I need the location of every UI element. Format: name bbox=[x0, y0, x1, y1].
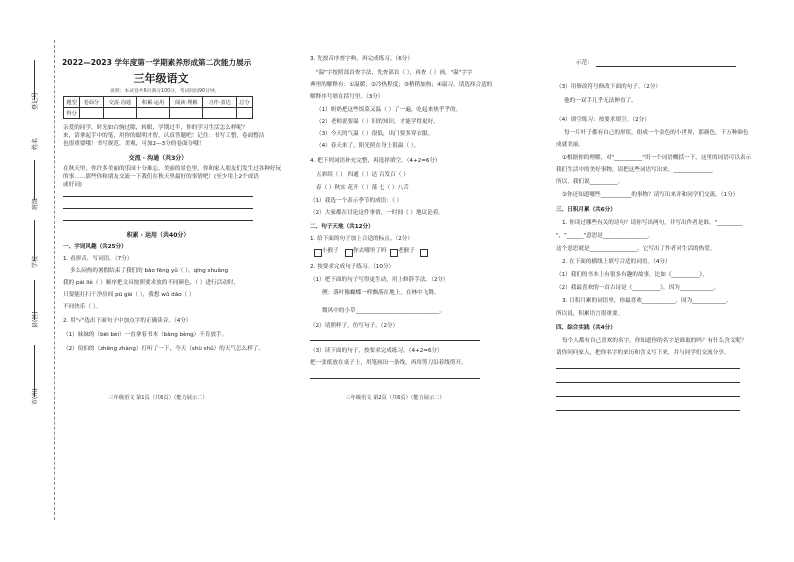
binding-line bbox=[54, 40, 55, 520]
question-text: （1）把下面的句子写得更生动，用上修辞手法。（2分） bbox=[310, 277, 449, 283]
question-text: ②你还知道哪些___________的事物？请写出来并和同学们交流。（1分） bbox=[562, 192, 739, 198]
label-name: 姓名 bbox=[32, 137, 39, 150]
score-row-label: 得分 bbox=[64, 108, 80, 119]
question-text: （4）春天来了，阳光照在身上很温（ ）。 bbox=[316, 143, 420, 149]
question-heading: 三、日积月累（共6分） bbox=[556, 207, 616, 213]
intro-text: 也很重要哦！书写规范，美观，可加2—3分的卷面分哦！ bbox=[63, 141, 205, 147]
answer-line[interactable] bbox=[556, 382, 740, 383]
question-text: 2. 在下面的横线上填写合适的词语。（4分） bbox=[562, 259, 671, 265]
question-text: 我们生活中的美好事物，请把这些词语写出来。______________ bbox=[556, 167, 713, 173]
question-text: 不同快乐（ ）。 bbox=[63, 304, 102, 310]
question-text: 我的 pái liè（ ）顺序把文具按照要求放的不同颜色，（ ）进行活动时， bbox=[63, 280, 240, 286]
score-header: 习作·表达 bbox=[203, 97, 236, 108]
punctuation-box[interactable] bbox=[390, 249, 398, 257]
question-heading: 一、字词风趣（共25分） bbox=[63, 244, 127, 250]
question-text: 3. 日积月累的词语里，你最喜欢____________，因为____________。 bbox=[562, 298, 732, 304]
question-text: 所以，我们说__________。 bbox=[556, 179, 624, 185]
question-text: （2）请照样子，仿写句子。（2分） bbox=[310, 323, 399, 329]
question-text: 解释序号填在括号里。（3分） bbox=[310, 94, 384, 100]
exam-title: 2022—2023 学年度第一学期素养形成第二次能力展示 bbox=[62, 58, 252, 67]
question-text: 每一片叶子都有自己的形状，组成一个金色的小世界，那颜色，千万种颜色 bbox=[564, 130, 749, 136]
page-footer: 三年级语文 第1页（共6页）（能力展示二） bbox=[108, 395, 208, 401]
question-text: "温"字按照部首查字法，先查部首（ ），再查（ ）画，"温"字字 bbox=[316, 70, 473, 76]
intro-text: 亲爱的同学，时光如白驹过隙，转眼，学期过半，你的学习生活怎么样呢？ bbox=[63, 125, 248, 131]
question-text: "，"______"意思是________________。 bbox=[556, 233, 654, 239]
question-text: （3）读下面的句子，按要求完成练习。（4+2=6分） bbox=[310, 348, 443, 354]
question-text: 1. 看拼音，写词语。（7分） bbox=[63, 256, 133, 262]
score-header: 题型 bbox=[64, 97, 80, 108]
score-header: 交流·沟通 bbox=[103, 97, 136, 108]
answer-line[interactable] bbox=[63, 208, 253, 209]
question-text: 在秋天里，你许多美丽的乐园十分难忘，美丽的景色里，你和家人朋友们发生过各种好玩 bbox=[63, 166, 282, 172]
intro-text: 来，请拿起手中的笔，用你的聪明才智，认真答题吧！记住：书写工整，卷面整洁 bbox=[63, 133, 265, 139]
question-text: 的事……那些你和朋友交流一下我们在秋天里最好的事情吧！(至少用上2个成语 bbox=[63, 174, 259, 180]
question-text: 这个意思就是_________________，它写出了作者对生活的热爱。 bbox=[556, 246, 716, 252]
score-cell[interactable] bbox=[203, 108, 236, 119]
section-heading: 交流 · 沟通（共3分） bbox=[128, 155, 188, 162]
score-header: 卷面分 bbox=[80, 97, 104, 108]
question-text: 1. 给下面的句子加上合适的标点。（2分） bbox=[310, 236, 413, 242]
question-text: （1）妹妹的（bēi bèi）一直拿着书本（bàng bèng）不肯放手。 bbox=[63, 332, 228, 338]
answer-line[interactable] bbox=[596, 66, 736, 67]
question-heading: 4. 把下列词语补充完整，再选择填空。（4+2=6分） bbox=[310, 158, 441, 164]
score-header: 积累·运用 bbox=[136, 97, 169, 108]
question-text: 每个人都有自己喜欢的名字，你知道你的名字是谁取的吗？有什么含义呢？ bbox=[562, 338, 747, 344]
question-text: 五彩缤（ ） 四通（ ）达 百发百（ ） bbox=[316, 172, 409, 178]
question-text: （1）奶奶把这些饭菜又温（ ）了一遍，吃起来热乎乎的。 bbox=[316, 107, 462, 113]
question-text: （1）我选一个表示季节的成语：（ ） bbox=[310, 198, 403, 204]
punctuation-box[interactable] bbox=[314, 249, 322, 257]
subject-title: 三年级语文 bbox=[133, 72, 189, 85]
score-cell[interactable] bbox=[170, 108, 203, 119]
score-cell[interactable] bbox=[103, 108, 136, 119]
score-header: 总分 bbox=[236, 97, 252, 108]
punctuation-box[interactable] bbox=[345, 249, 353, 257]
page-footer: 三年级语文 第2页（共6页）（能力展示二） bbox=[345, 395, 445, 401]
side-line bbox=[34, 280, 35, 320]
side-line bbox=[34, 160, 35, 200]
side-line bbox=[34, 345, 35, 397]
question-text: 请你问问家人，把你名字的来历和含义写下来，并与同学们交流分享。 bbox=[556, 350, 730, 356]
answer-line[interactable] bbox=[63, 196, 253, 197]
question-text: 示范： bbox=[576, 60, 593, 66]
score-table bbox=[63, 96, 253, 119]
answer-line[interactable] bbox=[310, 378, 480, 379]
answer-line[interactable] bbox=[556, 396, 740, 397]
score-header: 阅读·理解 bbox=[170, 97, 203, 108]
question-text: 成就美丽。 bbox=[556, 142, 584, 148]
question-text: 或好词) bbox=[63, 182, 82, 188]
question-text: 1. 你读过哪些有关的诗句？请你写出两句，并写出作者是谁。"_________ bbox=[562, 220, 743, 226]
label-register-no: 登记号 bbox=[32, 91, 39, 110]
question-text: 微风中的小草______________________________。 bbox=[322, 308, 446, 314]
question-text: 他的一双手几乎无法伸直了。 bbox=[564, 98, 637, 104]
question-text: （4）填空练习：按要求填空。（2分） bbox=[556, 117, 650, 123]
answer-line[interactable] bbox=[310, 340, 480, 341]
question-text: （1）我们的书本上有很多有趣的故事，比如《__________》， bbox=[556, 272, 708, 278]
score-cell[interactable] bbox=[236, 108, 252, 119]
label-city: 市(州) bbox=[32, 388, 39, 405]
side-line bbox=[34, 60, 35, 100]
answer-line[interactable] bbox=[556, 410, 740, 411]
option-label: 你去哪里了吗 bbox=[353, 248, 387, 254]
side-line bbox=[34, 220, 35, 260]
label-school: 学校 bbox=[32, 255, 39, 268]
question-text: 多么闷热的暑假结束了我们的 bào fēng yǔ（ ），qīng shuǎng bbox=[70, 268, 229, 274]
score-cell[interactable] bbox=[136, 108, 169, 119]
question-text: （3）用修改符号修改下面的句子。（2分） bbox=[556, 84, 662, 90]
question-text: 春（ ）秋实 花开（ ）落 七（ ）八舌 bbox=[316, 185, 409, 191]
option-label: 小猴子 bbox=[322, 248, 339, 254]
option-label: 老猴子 bbox=[398, 248, 415, 254]
question-text: 2. 按要求完成句子练习。（10分） bbox=[310, 264, 395, 270]
exam-note: 说明：本试卷共6页满分100分，考试时间90分钟。 bbox=[110, 89, 220, 94]
score-cell[interactable] bbox=[80, 108, 104, 119]
question-heading: 四、综合实践（共4分） bbox=[556, 325, 616, 331]
question-text: 把一张纸放在桌子上，用笔画出一条线，再用剪刀沿着线剪开。 bbox=[310, 360, 467, 366]
question-text: 只要能打扫干净房间 pū gài（ ），我想 wǔ dǎo（ ） bbox=[63, 292, 195, 298]
question-text: 典里的解释有：①温暖；②冷热程度；③稍稍加热；④温习。请选择合适的 bbox=[310, 82, 493, 88]
question-text: （2）大家都在讨论这件事情，一时间（ ）地议论着。 bbox=[310, 210, 444, 216]
question-text: 2. 用"√"选出下面句子中加点字的正确读音。（4分） bbox=[63, 318, 192, 324]
label-district: 县(区) bbox=[32, 311, 39, 328]
question-text: （2）老师说要温（ ）旧的知识，才能学得更好。 bbox=[316, 119, 439, 125]
example-text: 例：落叶像蝴蝶一样飘落在地上，在林中飞舞。 bbox=[322, 290, 440, 296]
question-text: ①根据你的理解，对"__________"用一个词语概括一下，这里的词语可以表示 bbox=[562, 155, 752, 161]
question-heading: 3. 先按音序查字典，再完成练习。（6分） bbox=[310, 56, 413, 62]
punctuation-box[interactable] bbox=[420, 249, 428, 257]
question-text: （2）伯伯的（zhēng zhàng）打听了一下，今天（shù shǔ）的天气怎么样了。 bbox=[63, 346, 264, 352]
question-text: （3）今天的气温（ ）很低，出门要多穿衣服。 bbox=[316, 131, 434, 137]
answer-line[interactable] bbox=[556, 368, 740, 369]
question-text: 所以说，积累语言很重要。 bbox=[556, 311, 624, 317]
question-heading: 二、句子天地（共12分） bbox=[310, 224, 374, 230]
question-text: （2）我最喜欢的一首古诗是《__________》，因为____________。 bbox=[556, 285, 719, 291]
section-heading: 积累 · 运用（共40分） bbox=[126, 232, 190, 239]
answer-line[interactable] bbox=[63, 220, 253, 221]
label-class: 班级 bbox=[32, 197, 39, 210]
